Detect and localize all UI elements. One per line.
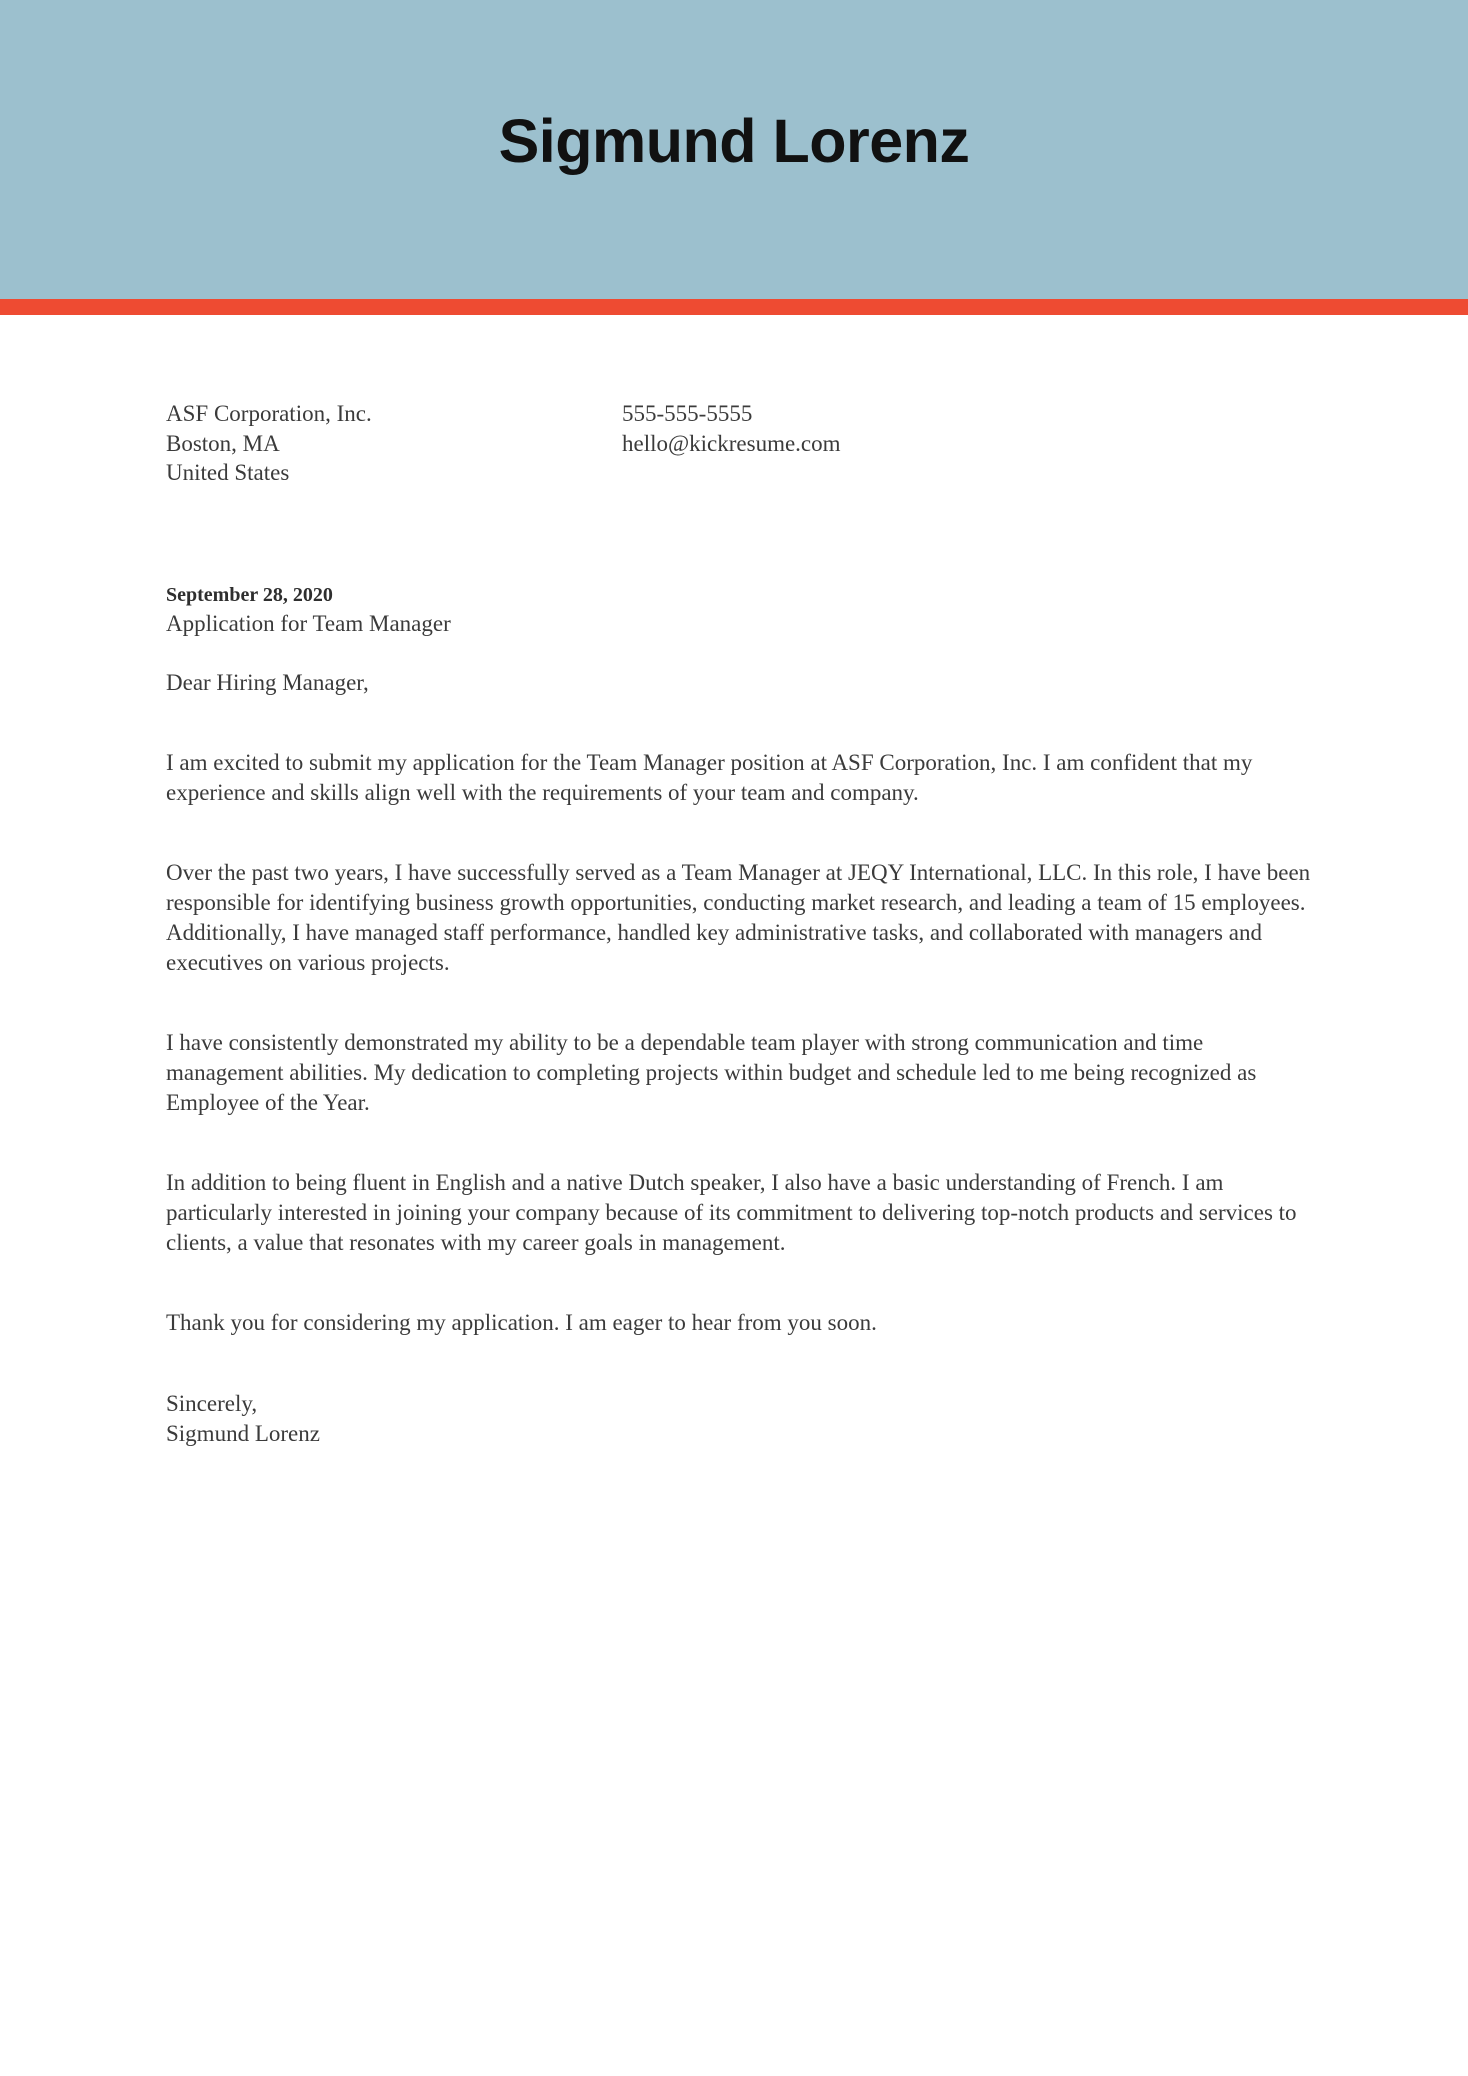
- contact-phone: 555-555-5555: [622, 401, 753, 426]
- contact-email[interactable]: hello@kickresume.com: [622, 430, 841, 456]
- closing-signature-name: Sigmund Lorenz: [166, 1420, 320, 1446]
- header-banner: [0, 0, 1468, 299]
- letter-paragraph-5: Thank you for considering my application. I am eager to hear from you soon.: [166, 1309, 877, 1335]
- letter-body: [0, 315, 1468, 1449]
- sender-contact-block: [622, 399, 1346, 488]
- recipient-address-block: [166, 399, 622, 488]
- letter-salutation: Dear Hiring Manager,: [166, 669, 369, 695]
- closing-salutation: Sincerely,: [166, 1390, 258, 1416]
- recipient-country: United States: [166, 460, 290, 485]
- letter-closing-block: [166, 1361, 1346, 1449]
- date-subject-block: [166, 488, 1346, 639]
- letter-paragraph-3: I have consistently demonstrated my ability to be a dependable team player with strong communication and time management abilities. My dedication to completing projects within budget and schedule led to me being recognized as Employee of the Year.: [166, 1029, 1257, 1115]
- letter-subject: Application for Team Manager: [166, 610, 451, 636]
- letter-paragraph-1: I am excited to submit my application for the Team Manager position at ASF Corporation, Inc. I am confident that my experience and skills align well with the requirements of your team and company.: [166, 749, 1253, 805]
- page-title: Sigmund Lorenz: [498, 107, 970, 175]
- recipient-company: ASF Corporation, Inc.: [166, 401, 372, 426]
- address-contact-row: [166, 315, 1346, 488]
- letter-paragraph-4: In addition to being fluent in English and a native Dutch speaker, I also have a basic understanding of French. I am particularly interested in joining your company because of its commitment to delivering top-notch products and services to clients, a value that resonates with my career goals in management.: [166, 1169, 1297, 1255]
- letter-paragraph-2: Over the past two years, I have successfully served as a Team Manager at JEQY International, LLC. In this role, I have been responsible for identifying business growth opportunities, conducting market research, and leading a team of 15 employees. Additionally, I have managed staff performance, handled key administrative tasks, and collaborated with managers and executives on various projects.: [166, 859, 1311, 975]
- accent-divider-bar: [0, 299, 1468, 315]
- recipient-city: Boston, MA: [166, 430, 280, 456]
- letter-date: September 28, 2020: [166, 583, 333, 606]
